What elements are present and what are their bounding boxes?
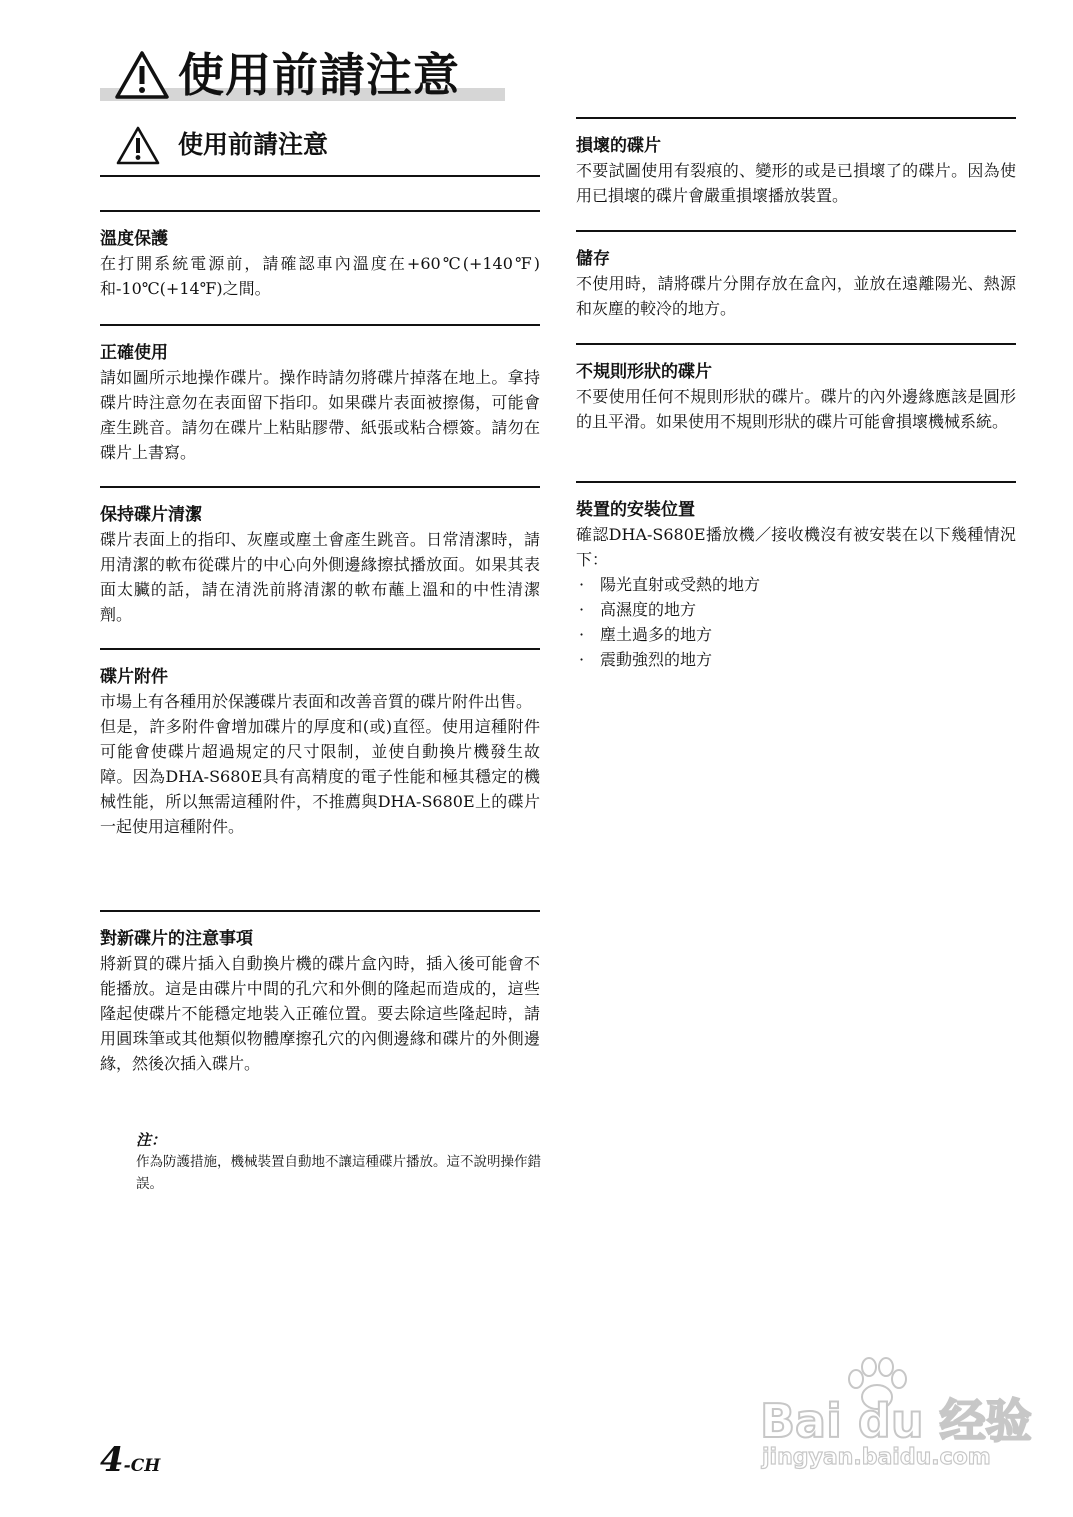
section-installation: [576, 481, 1016, 688]
section-heading: 損壞的碟片: [576, 136, 661, 156]
note-body: 作為防護措施，機械裝置自動地不讓這種碟片播放。這不說明操作錯誤。: [136, 1154, 541, 1192]
section-body: 請如圖所示地操作碟片。操作時請勿將碟片掉落在地上。拿持碟片時注意勿在表面留下指印。如果碟片表面被擦傷，可能會產生跳音。請勿在碟片上粘貼膠帶、紙張或粘合標簽。請勿在碟片上書寫。: [100, 368, 540, 462]
section-heading: 儲存: [576, 249, 610, 269]
section-damaged-discs: [576, 117, 1016, 230]
section-temperature: [100, 210, 540, 324]
section-body: 在打開系統電源前，請確認車內溫度在+60℃(+140℉)和-10℃(+14℉)之間。: [100, 254, 540, 298]
list-item: · 陽光直射或受熱的地方: [576, 572, 1016, 597]
page-number-suffix: -CH: [123, 1456, 161, 1476]
list-item: · 塵土過多的地方: [576, 622, 1016, 647]
section-title: 使用前請注意: [178, 130, 329, 159]
section-storage: [576, 230, 1016, 343]
section-accessories: [100, 648, 540, 910]
list-item: · 高濕度的地方: [576, 597, 1016, 622]
bullet-mark: ·: [579, 625, 585, 644]
watermark-brand: Bai du 经验: [760, 1394, 1032, 1448]
note-title: 注：: [136, 1131, 167, 1149]
warning-triangle-icon: [114, 50, 170, 100]
page-title: 使用前請注意: [178, 48, 460, 102]
bullet-mark: ·: [579, 650, 585, 669]
installation-list: [576, 572, 1016, 672]
section-new-discs: [100, 910, 540, 1117]
section-body: 市場上有各種用於保護碟片表面和改善音質的碟片附件出售。: [100, 692, 533, 711]
section-body: 確認DHA-S680E播放機／接收機沒有被安裝在以下幾種情況下：: [576, 525, 1016, 569]
section-heading: 不規則形狀的碟片: [576, 362, 712, 382]
section-heading: 碟片附件: [100, 667, 168, 687]
section-heading: 對新碟片的注意事項: [100, 929, 253, 949]
main-title-block: [100, 48, 505, 104]
note-block: [136, 1129, 541, 1195]
section-body: 不要試圖使用有裂痕的、變形的或是已損壞了的碟片。因為使用已損壞的碟片會嚴重損壞播放裝置。: [576, 161, 1016, 205]
bullet-mark: ·: [579, 600, 585, 619]
page-number-value: 4: [100, 1440, 124, 1480]
section-irregular-discs: [576, 343, 1016, 481]
section-heading: 裝置的安裝位置: [576, 500, 695, 520]
right-column: [576, 117, 1016, 688]
left-column: [100, 210, 540, 1117]
section-heading: 正確使用: [100, 343, 168, 363]
section-heading: 溫度保護: [100, 229, 168, 249]
section-body-continued: 但是，許多附件會增加碟片的厚度和(或)直徑。使用這種附件可能會使碟片超過規定的尺寸限制，並使自動換片機發生故障。因為DHA-S680E具有高精度的電子性能和極其穩定的機械性能，所以無需這種附件，不推薦與DHA-S680E上的碟片一起使用這種附件。: [100, 717, 540, 836]
section-heading: 保持碟片清潔: [100, 505, 202, 525]
page-number: [100, 1440, 160, 1480]
watermark: [760, 1355, 1032, 1495]
bullet-mark: ·: [579, 575, 585, 594]
section-title-block: [100, 120, 540, 177]
section-handling: [100, 324, 540, 486]
section-cleaning: [100, 486, 540, 648]
list-item: · 震動強烈的地方: [576, 647, 1016, 672]
section-body: 不要使用任何不規則形狀的碟片。碟片的內外邊緣應該是圓形的且平滑。如果使用不規則形狀的碟片可能會損壞機械系統。: [576, 387, 1016, 431]
section-body: 將新買的碟片插入自動換片機的碟片盒內時，插入後可能會不能播放。這是由碟片中間的孔穴和外側的隆起而造成的，這些隆起使碟片不能穩定地裝入正確位置。要去除這些隆起時，請用圓珠筆或其他類似物體摩擦孔穴的內側邊緣和碟片的外側邊緣，然後次插入碟片。: [100, 954, 540, 1073]
section-body: 碟片表面上的指印、灰塵或塵土會產生跳音。日常清潔時，請用清潔的軟布從碟片的中心向外側邊緣擦拭播放面。如果其表面太臟的話，請在清洗前將清潔的軟布蘸上溫和的中性清潔劑。: [100, 530, 540, 624]
section-body: 不使用時，請將碟片分開存放在盒內，並放在遠離陽光、熱源和灰塵的較冷的地方。: [576, 274, 1016, 318]
warning-triangle-icon: [116, 126, 160, 166]
watermark-url: jingyan.baidu.com: [762, 1445, 991, 1470]
